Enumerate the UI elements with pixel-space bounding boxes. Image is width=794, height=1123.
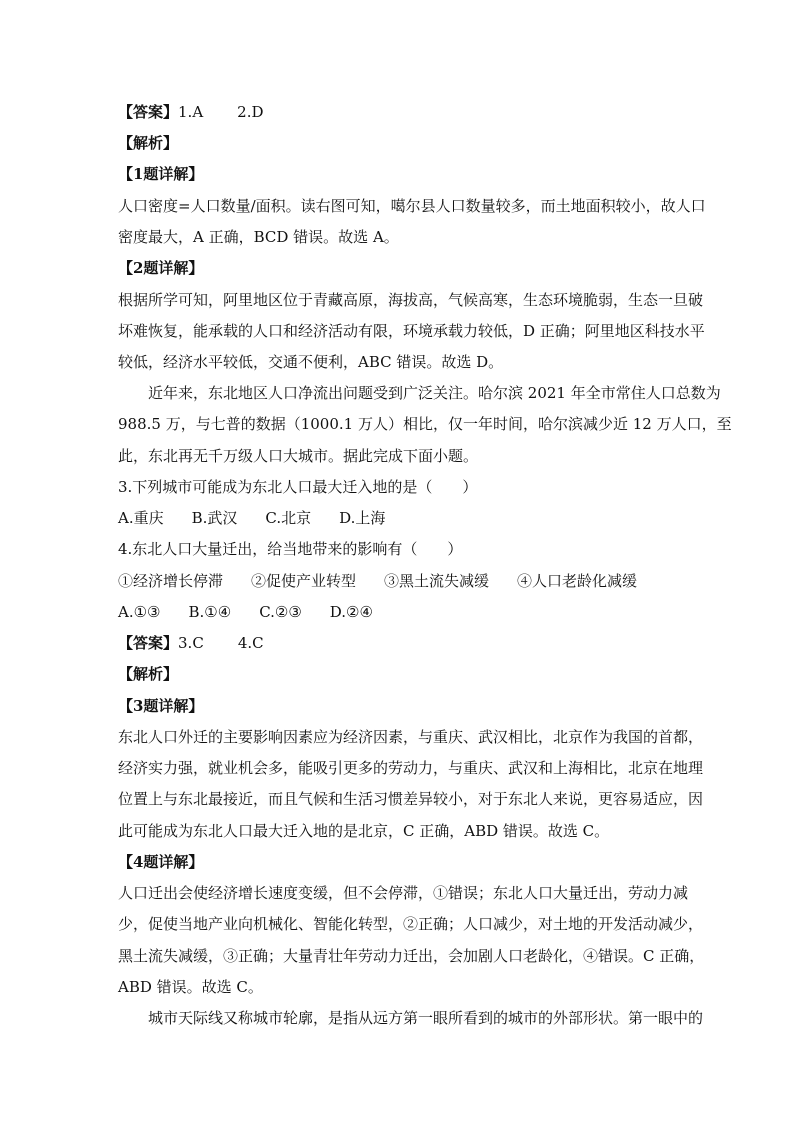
analysis-heading-1: 【解析】 (118, 134, 179, 152)
q3-option-d: D.上海 (339, 509, 386, 527)
q2-text-line: 根据所学可知，阿里地区位于青藏高原，海拔高，气候高寒，生态环境脆弱，生态一旦破 (118, 291, 704, 309)
q3-detail-heading: 【3题详解】 (118, 697, 204, 715)
q2-text-line: 较低，经济水平较低，交通不便利，ABC 错误。故选 D。 (118, 353, 504, 371)
q4-text-line: ABD 错误。故选 C。 (118, 978, 263, 996)
answer-1: 1.A (178, 103, 204, 121)
q4-text-line: 黑土流失减缓，③正确；大量青壮年劳动力迁出，会加剧人口老龄化，④错误。C 正确， (118, 947, 705, 965)
q1-text-line: 密度最大，A 正确，BCD 错误。故选 A。 (118, 228, 399, 246)
answer-3: 3.C (178, 634, 204, 652)
q4-detail-heading: 【4题详解】 (118, 853, 204, 871)
q1-detail-heading: 【1题详解】 (118, 165, 204, 183)
answer-line-1 (118, 102, 264, 122)
q3-text-line: 经济实力强，就业机会多，能吸引更多的劳动力，与重庆、武汉和上海相比，北京在地理 (118, 759, 704, 777)
answer-label: 【答案】 (118, 103, 179, 121)
q4-items (118, 571, 637, 591)
passage-line: 近年来，东北地区人口净流出问题受到广泛关注。哈尔滨 2021 年全市常住人口总数为 (148, 384, 721, 402)
q2-text-line: 坏难恢复，能承载的人口和经济活动有限，环境承载力较低，D 正确；阿里地区科技水平 (118, 322, 705, 340)
question-3: 3.下列城市可能成为东北人口最大迁入地的是（ ） (118, 478, 478, 496)
q4-option-c: C.②③ (259, 603, 302, 621)
q3-option-c: C.北京 (265, 509, 312, 527)
question-4: 4.东北人口大量迁出，给当地带来的影响有（ ） (118, 540, 463, 558)
q2-detail-heading: 【2题详解】 (118, 259, 204, 277)
q4-text-line: 人口迁出会使经济增长速度变缓，但不会停滞，①错误；东北人口大量迁出，劳动力减 (118, 884, 689, 902)
answer-line-2 (118, 633, 264, 653)
q3-option-b: B.武汉 (191, 509, 238, 527)
q4-options (118, 602, 373, 622)
q3-options (118, 508, 385, 528)
q3-text-line: 位置上与东北最接近，而且气候和生活习惯差异较小，对于东北人来说，更容易适应，因 (118, 790, 704, 808)
q4-text-line: 少，促使当地产业向机械化、智能化转型，②正确；人口减少，对土地的开发活动减少， (118, 915, 704, 933)
q1-text-line: 人口密度=人口数量/面积。读右图可知，噶尔县人口数量较多，而土地面积较小，故人口 (118, 197, 706, 215)
q4-option-d: D.②④ (329, 603, 373, 621)
answer-label: 【答案】 (118, 634, 179, 652)
answer-2: 2.D (237, 103, 264, 121)
q4-item-4: ④人口老龄化减缓 (517, 572, 638, 590)
passage-line: 988.5 万，与七普的数据（1000.1 万人）相比，仅一年时间，哈尔滨减少近 12 万人口，至 (118, 415, 732, 433)
answer-4: 4.C (237, 634, 264, 652)
q4-item-1: ①经济增长停滞 (118, 572, 224, 590)
q3-option-a: A.重庆 (118, 509, 164, 527)
q3-text-line: 东北人口外迁的主要影响因素应为经济因素，与重庆、武汉相比，北京作为我国的首都， (118, 728, 704, 746)
q4-item-3: ③黑土流失减缓 (384, 572, 490, 590)
q4-option-a: A.①③ (118, 603, 161, 621)
q4-item-2: ②促使产业转型 (251, 572, 357, 590)
passage-line: 此，东北再无千万级人口大城市。据此完成下面小题。 (118, 447, 479, 465)
analysis-heading-2: 【解析】 (118, 665, 179, 683)
passage2-line: 城市天际线又称城市轮廓，是指从远方第一眼所看到的城市的外部形状。第一眼中的 (148, 1009, 704, 1027)
q4-option-b: B.①④ (188, 603, 232, 621)
q3-text-line: 此可能成为东北人口最大迁入地的是北京，C 正确，ABD 错误。故选 C。 (118, 822, 610, 840)
